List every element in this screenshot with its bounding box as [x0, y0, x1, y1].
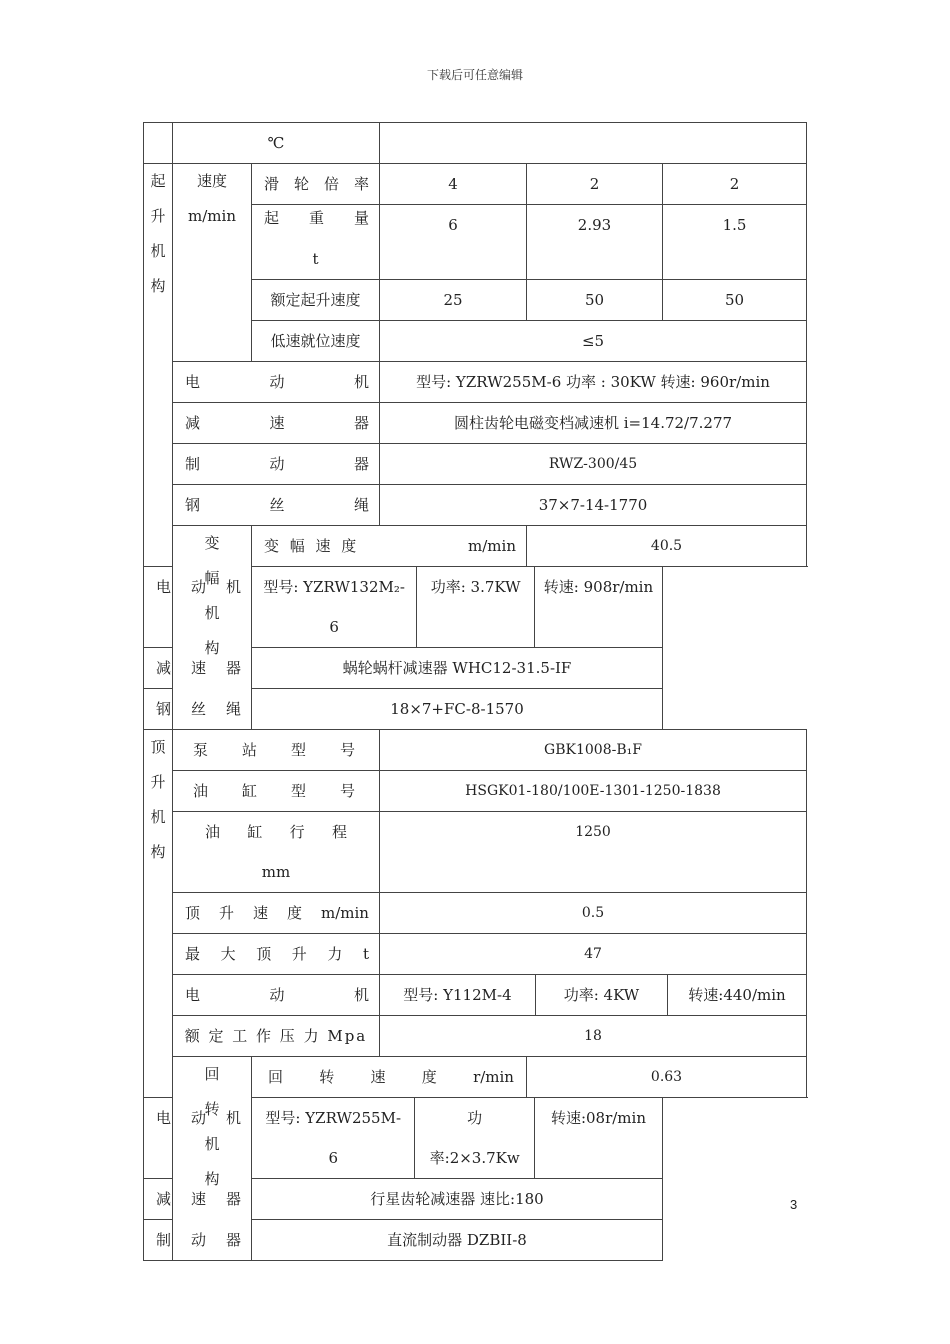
motor-model: 型号: YZRW132M₂-: [263, 578, 405, 596]
reducer-label: [173, 403, 380, 444]
label-char: 制: [185, 455, 201, 473]
stroke-unit: mm: [261, 863, 291, 881]
motor-model: 6: [329, 618, 339, 636]
motor-rpm: 转速: 908r/min: [534, 567, 662, 647]
label-char: 最: [185, 945, 201, 963]
page-header: 下载后可任意编辑: [426, 68, 523, 82]
label-unit: m/min: [468, 537, 516, 555]
label-char: 站: [241, 741, 257, 759]
label-char: 升: [219, 904, 235, 922]
value-cell: 47: [380, 934, 807, 975]
value-cell: 1.5: [663, 205, 807, 280]
luff-speed-label: [252, 526, 527, 567]
label-char: 构: [150, 277, 166, 295]
load-unit: t: [312, 250, 319, 268]
label-char: 绳: [225, 700, 241, 718]
empty-cell: [380, 123, 807, 164]
temp-unit: ℃: [267, 134, 285, 152]
label-char: 机: [204, 1135, 220, 1153]
label-char: 幅: [204, 569, 220, 587]
label-char: 号: [339, 741, 355, 759]
label-char: 钢: [156, 700, 172, 718]
label-char: 转: [204, 1100, 220, 1118]
cylinder-model-label: [173, 771, 380, 812]
motor-label: [144, 1098, 252, 1179]
label-char: 器: [225, 1190, 241, 1208]
label-char: 电: [156, 1109, 172, 1127]
motor-specs: [252, 1098, 663, 1179]
value-cell: 0.5: [380, 893, 807, 934]
label-char: 油: [205, 823, 221, 841]
motor-power: 功率: 3.7KW: [416, 567, 534, 647]
label-char: 大: [220, 945, 236, 963]
value-cell: 50: [663, 280, 807, 321]
label-char: 机: [204, 604, 220, 622]
label-char: 起: [264, 209, 280, 227]
label-char: 动: [190, 1109, 206, 1127]
label-text: 变 幅 速 度: [264, 537, 360, 555]
hoist-section-label: [144, 164, 173, 567]
label-char: 转: [319, 1068, 335, 1086]
label-char: 丝: [269, 496, 285, 514]
label-char: 滑: [264, 175, 280, 193]
motor-power: 率:2×3.7Kw: [429, 1149, 520, 1167]
label-char: 动: [269, 373, 285, 391]
value-cell: 圆柱齿轮电磁变档减速机 i=14.72/7.277: [380, 403, 807, 444]
label-char: 电: [185, 986, 201, 1004]
label-text: 额 定 工 作 压 力 Mpa: [184, 1027, 368, 1045]
label-char: 回: [268, 1068, 284, 1086]
value-cell: 2: [527, 164, 663, 205]
label-char: 动: [190, 578, 206, 596]
label-char: 减: [156, 1190, 172, 1208]
value-cell: 0.63: [527, 1057, 807, 1098]
label-char: 器: [225, 659, 241, 677]
rated-speed-label: 额定起升速度: [252, 280, 380, 321]
label-char: 程: [331, 823, 347, 841]
motor-label: [173, 362, 380, 403]
low-speed-label: 低速就位速度: [252, 321, 380, 362]
motor-model: 型号: YZRW255M-: [265, 1109, 402, 1127]
motor-label: [173, 975, 380, 1016]
label-char: 减: [156, 659, 172, 677]
label-char: 度: [421, 1068, 437, 1086]
label-char: 减: [185, 414, 201, 432]
motor-label: [144, 567, 252, 648]
label-char: 机: [353, 986, 369, 1004]
value-cell: 直流制动器 DZBII-8: [252, 1220, 663, 1261]
value-cell: 6: [380, 205, 527, 280]
value-cell: 25: [380, 280, 527, 321]
label-char: 缸: [241, 782, 257, 800]
label-char: 机: [150, 808, 166, 826]
motor-rpm: 转速:08r/min: [534, 1098, 662, 1178]
label-char: 绳: [353, 496, 369, 514]
label-char: 升: [291, 945, 307, 963]
label-char: 升: [150, 773, 166, 791]
label-char: 量: [353, 209, 369, 227]
label-char: 号: [339, 782, 355, 800]
label-char: m/min: [321, 904, 369, 922]
label-char: 机: [353, 373, 369, 391]
label-char: 型: [290, 741, 306, 759]
value-cell: 蜗轮蜗杆减速器 WHC12-31.5-IF: [252, 648, 663, 689]
label-char: 力: [327, 945, 343, 963]
value-cell: 37×7-14-1770: [380, 485, 807, 526]
label-char: 器: [353, 414, 369, 432]
label-char: 构: [204, 1170, 220, 1188]
stroke-label: [173, 812, 380, 893]
value-cell: 18×7+FC-8-1570: [252, 689, 663, 730]
brake-label: [173, 444, 380, 485]
label-char: 变: [204, 534, 220, 552]
label-char: 电: [185, 373, 201, 391]
label-char: 机: [150, 242, 166, 260]
value-cell: 4: [380, 164, 527, 205]
pressure-label: [173, 1016, 380, 1057]
jack-force-label: [173, 934, 380, 975]
value-cell: 1250: [380, 812, 807, 893]
empty-cell: [144, 123, 173, 164]
temp-unit-cell: [173, 123, 380, 164]
label-char: 轮: [293, 175, 309, 193]
motor-rpm: 转速:440/min: [667, 975, 806, 1015]
slew-speed-label: [252, 1057, 527, 1098]
value-cell: ≤5: [380, 321, 807, 362]
label-char: 速: [190, 1190, 206, 1208]
reducer-label: [144, 648, 252, 689]
label-char: 器: [225, 1231, 241, 1249]
label-char: 缸: [247, 823, 263, 841]
label-char: 丝: [190, 700, 206, 718]
motor-specs: [252, 567, 663, 648]
value-cell: RWZ-300/45: [380, 444, 807, 485]
label-char: 器: [353, 455, 369, 473]
motor-power: 功: [467, 1109, 483, 1127]
label-char: 动: [190, 1231, 206, 1249]
value-cell: 行星齿轮减速器 速比:180: [252, 1179, 663, 1220]
motor-specs: [380, 975, 807, 1016]
label-char: 起: [150, 172, 166, 190]
motor-model: 型号: Y112M-4: [403, 986, 512, 1004]
label-char: 行: [289, 823, 305, 841]
label-char: 顶: [185, 904, 201, 922]
pump-label: [173, 730, 380, 771]
motor-power: 功率: 4KW: [535, 975, 667, 1015]
spec-table: [143, 122, 807, 1261]
label-text: m/min: [188, 207, 236, 225]
label-char: 度: [287, 904, 303, 922]
label-char: 倍: [323, 175, 339, 193]
label-char: 速: [370, 1068, 386, 1086]
brake-label: [144, 1220, 252, 1261]
value-cell: 2.93: [527, 205, 663, 280]
rope-label: [144, 689, 252, 730]
label-char: r/min: [473, 1068, 514, 1086]
label-char: 速: [190, 659, 206, 677]
label-char: 泵: [193, 741, 209, 759]
value-cell: HSGK01-180/100E-1301-1250-1838: [380, 771, 807, 812]
label-char: 顶: [256, 945, 272, 963]
label-char: 回: [204, 1065, 220, 1083]
value-cell: 40.5: [527, 526, 807, 567]
label-char: 构: [150, 843, 166, 861]
label-char: 顶: [150, 738, 166, 756]
value-cell: 2: [663, 164, 807, 205]
page-number: 3: [790, 1197, 798, 1212]
label-char: 电: [156, 578, 172, 596]
label-char: 速: [269, 414, 285, 432]
label-char: 重: [308, 209, 324, 227]
label-char: 率: [353, 175, 369, 193]
label-char: 钢: [185, 496, 201, 514]
hoist-speed-label: [173, 164, 252, 362]
label-char: 动: [269, 986, 285, 1004]
label-char: 机: [225, 1109, 241, 1127]
label-char: 机: [225, 578, 241, 596]
reducer-label: [144, 1179, 252, 1220]
label-char: 速: [253, 904, 269, 922]
label-char: 型: [290, 782, 306, 800]
label-char: 构: [204, 639, 220, 657]
label-char: 油: [193, 782, 209, 800]
pulley-ratio-label: [252, 164, 380, 205]
label-char: t: [362, 945, 369, 963]
value-cell: 50: [527, 280, 663, 321]
label-text: 速度: [196, 172, 227, 190]
load-label: [252, 205, 380, 280]
jack-speed-label: [173, 893, 380, 934]
label-char: 动: [269, 455, 285, 473]
value-cell: GBK1008-B₁F: [380, 730, 807, 771]
rope-label: [173, 485, 380, 526]
value-cell: 18: [380, 1016, 807, 1057]
label-char: 升: [150, 207, 166, 225]
jack-section-label: [144, 730, 173, 1098]
label-char: 制: [156, 1231, 172, 1249]
motor-model: 6: [328, 1149, 338, 1167]
value-cell: 型号: YZRW255M-6 功率 : 30KW 转速: 960r/min: [380, 362, 807, 403]
